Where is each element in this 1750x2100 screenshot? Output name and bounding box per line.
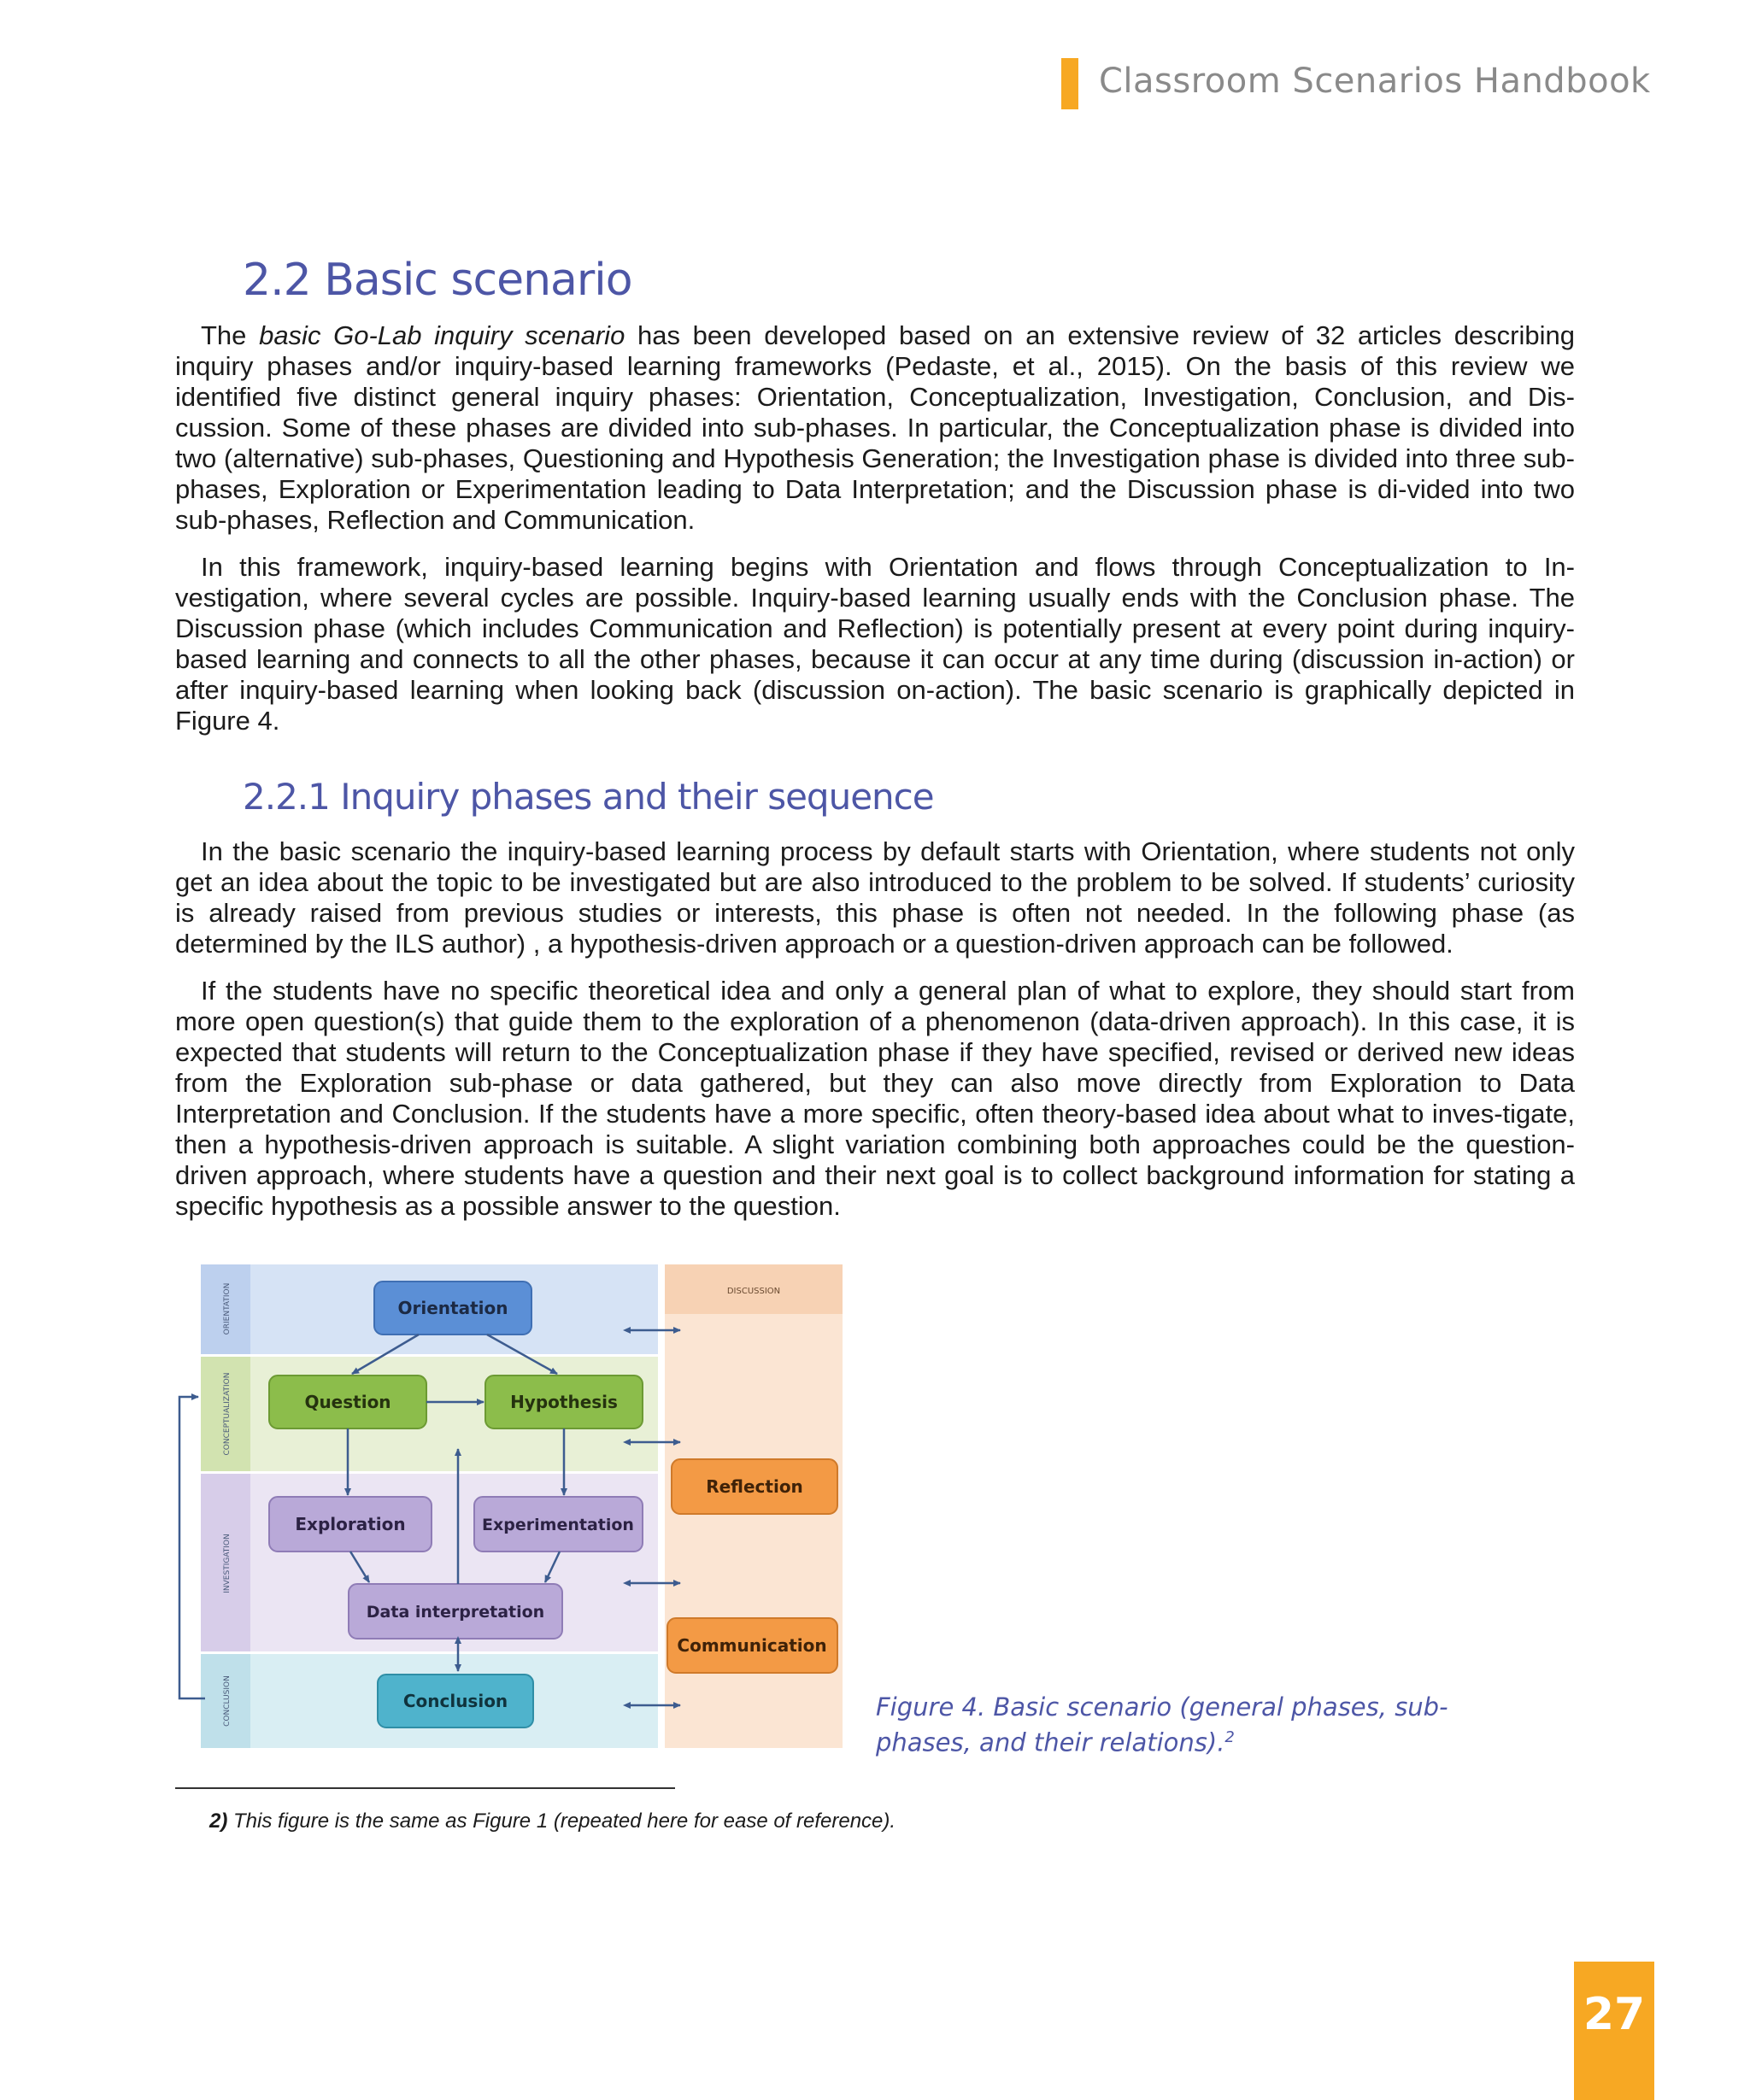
node-communication: Communication — [677, 1635, 827, 1656]
node-experimentation: Experimentation — [482, 1516, 634, 1534]
band-label-orientation: ORIENTATION — [223, 1282, 232, 1335]
node-orientation: Orientation — [397, 1298, 508, 1318]
node-data-interpretation: Data interpretation — [366, 1603, 545, 1622]
figure-caption-text: Figure 4. Basic scenario (general phases, sub-phases, and their relations). — [876, 1692, 1448, 1757]
body-paragraph: If the students have no specific theoretical idea and only a general plan of what to explore, they should start from more open question(s) that guide them to the exploration of a phenomenon (data-driven approach). In this case, it is expected that students will return to the Conceptualization phase if they have specified, revised or derived new ideas from the Exploration sub-phase or data gathered, but they can also move directly from Exploration to Data Interpretation and Conclusion. If the students have a more specific, often theory-based idea about what to inves-tigate, then a hypothesis-driven approach is suitable. A slight variation combining both approaches could be the question-driven approach, where students have a question and their next goal is to collect background information for stating a specific hypothesis as a possible answer to the question. — [175, 976, 1575, 1221]
figure-basic-scenario-diagram — [171, 1256, 854, 1760]
footnote-text: This figure is the same as Figure 1 (repeated here for ease of reference). — [227, 1810, 896, 1833]
page-number: 27 — [1583, 1989, 1646, 2040]
node-question: Question — [304, 1392, 391, 1412]
band-label-conceptualization: CONCEPTUALIZATION — [223, 1372, 232, 1456]
section-title: 2.2 Basic scenario — [243, 255, 632, 306]
node-reflection: Reflection — [706, 1476, 803, 1497]
paragraph-lead: The — [201, 320, 260, 350]
footnote-divider — [175, 1787, 675, 1789]
header-accent-bar — [1061, 58, 1078, 109]
subsection-title: 2.2.1 Inquiry phases and their sequence — [243, 776, 934, 818]
page-number-tab — [1574, 1962, 1654, 2100]
figure-caption — [876, 1692, 1474, 1758]
paragraph-italic-term: basic Go-Lab inquiry scenario — [259, 320, 625, 350]
paragraph-text: has been developed based on an extensive review of 32 articles describing inquiry phases and/or inquiry-based learning frameworks (Pedaste, et al., 2015). On the basis of this review we identified five distinct general inquiry phases: Orientation, Conceptualization, Investigation, Conclusion, and Dis-cussion. Some of these phases are divided into sub-phases. In particular, the Conceptualization phase is divided into two (alternative) sub-phases, Questioning and Hypothesis Generation; the Investigation phase is divided into three sub-phases, Exploration or Experimentation leading to Data Interpretation; and the Discussion phase is di-vided into two sub-phases, Reflection and Communication. — [175, 320, 1575, 535]
band-label-conclusion: CONCLUSION — [223, 1675, 232, 1727]
body-paragraph — [175, 320, 1575, 536]
node-hypothesis: Hypothesis — [510, 1392, 618, 1412]
discussion-label: DISCUSSION — [726, 1287, 781, 1296]
node-conclusion: Conclusion — [402, 1691, 508, 1711]
node-exploration: Exploration — [295, 1514, 406, 1534]
body-paragraph: In the basic scenario the inquiry-based learning process by default starts with Orientation, where students not only get an idea about the topic to be investigated but are also introduced to the problem to be solved. If students’ curiosity is already raised from previous studies or interests, this phase is often not needed. In the following phase (as determined by the ILS author) , a hypothesis-driven approach or a question-driven approach can be followed. — [175, 836, 1575, 959]
figure-caption-footnote-ref: 2 — [1224, 1728, 1235, 1746]
footnote-marker: 2) — [209, 1810, 228, 1833]
running-header-title: Classroom Scenarios Handbook — [1099, 62, 1651, 101]
body-paragraph: In this framework, inquiry-based learning begins with Orientation and flows through Conceptualization to In-vestigation, where several cycles are possible. Inquiry-based learning usually ends with the Conclusion phase. The Discussion phase (which includes Communication and Reflection) is potentially present at every point during inquiry-based learning and connects to all the other phases, because it can occur at any time during (discussion in-action) or after inquiry-based learning when looking back (discussion on-action). The basic scenario is graphically depicted in Figure 4. — [175, 552, 1575, 736]
band-label-investigation: INVESTIGATION — [223, 1534, 232, 1593]
footnote — [209, 1810, 896, 1833]
